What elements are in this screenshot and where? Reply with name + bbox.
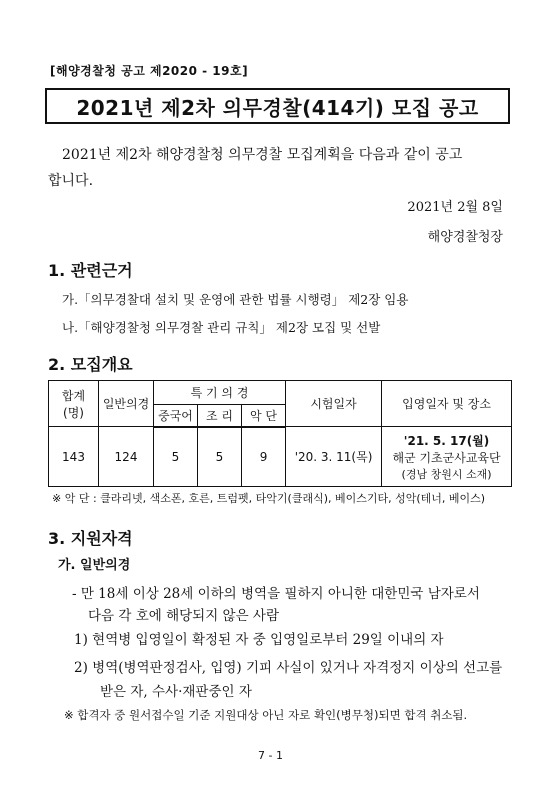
notice-date: 2021년 2월 8일 [407,200,503,215]
cancellation-note: ※ 합격자 중 원서접수일 기준 지원대상 아닌 자로 확인(병무청)되면 합격 취소됨. [64,708,468,722]
section-1-item-a: 가.「의무경찰대 설치 및 운영에 관한 법률 시행령」 제2장 임용 [62,292,409,307]
qualification-line-3: 1) 현역병 입영일이 확정된 자 중 입영일로부터 29일 이내의 자 [74,632,444,648]
header-enlist: 입영일자 및 장소 [382,381,512,427]
table-row [49,427,512,487]
intro-line-1: 2021년 제2차 해양경찰청 의무경찰 모집계획을 다음과 같이 공고 [62,147,463,163]
cell-general: 124 [99,427,154,487]
band-note: ※ 악 단 : 클라리넷, 색소폰, 호른, 트럼펫, 타악기(클래식), 베이스기타, 성악(테너, 베이스) [52,492,486,505]
header-special: 특 기 의 경 [154,381,286,405]
page-number: 7 - 1 [258,749,283,762]
qualification-line-2: 다음 각 호에 해당되지 않은 사람 [88,608,279,624]
header-band: 악 단 [242,405,286,427]
notice-number: [해양경찰청 공고 제2020 - 19호] [50,64,249,78]
enlist-date: '21. 5. 17(월) [403,433,490,448]
section-3-sub-heading: 가. 일반의경 [58,558,131,573]
cell-total: 143 [49,427,99,487]
section-3-heading: 3. 지원자격 [48,529,133,548]
document-title-box [45,88,510,124]
qualification-line-4: 2) 병역(병역판정검사, 입영) 기피 사실이 있거나 자격정지 이상의 선고를 [74,660,503,676]
recruitment-table [48,380,512,487]
header-total: 합계 (명) [49,381,99,427]
enlist-place-sub: (경남 창원시 소재) [401,467,492,481]
intro-line-2: 합니다. [48,173,94,189]
enlist-place: 해군 기초군사교육단 [392,450,501,465]
header-exam-date: 시험일자 [286,381,382,427]
cell-cooking: 5 [198,427,242,487]
section-1-heading: 1. 관련근거 [48,261,133,280]
cell-exam-date: '20. 3. 11(목) [286,427,382,487]
section-2-heading: 2. 모집개요 [48,355,133,374]
qualification-line-1: - 만 18세 이상 28세 이하의 병역을 필하지 아니한 대한민국 남자로서 [72,586,480,602]
cell-enlist [382,427,512,487]
header-cooking: 조 리 [198,405,242,427]
header-general: 일반의경 [99,381,154,427]
document-title: 2021년 제2차 의무경찰(414기) 모집 공고 [76,95,479,120]
cell-chinese: 5 [154,427,198,487]
header-chinese: 중국어 [154,405,198,427]
cell-band: 9 [242,427,286,487]
issuer-name: 해양경찰청장 [427,230,503,245]
qualification-line-5: 받은 자, 수사·재판중인 자 [100,684,252,700]
section-1-item-b: 나.「해양경찰청 의무경찰 관리 규칙」 제2장 모집 및 선발 [62,320,381,335]
